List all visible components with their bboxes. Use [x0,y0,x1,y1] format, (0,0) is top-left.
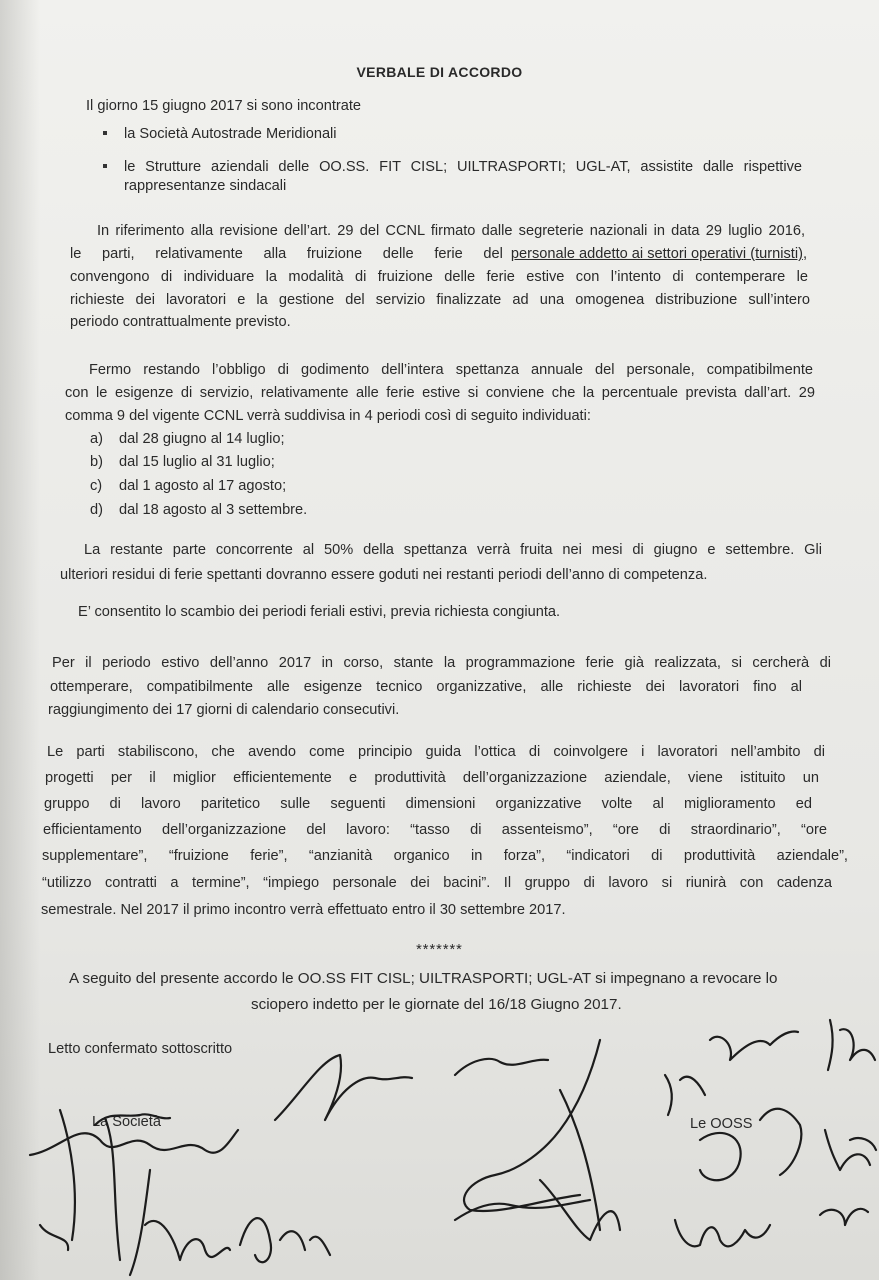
p5-line-2: ottemperare, compatibilmente alle esigenze tecnico organizzative, alle richieste dei lavoratori fino al [50,679,802,695]
p6-line-3: gruppo di lavoro paritetico sulle seguenti dimensioni organizzative volte al miglioramento ed [44,796,812,812]
signature-stroke [275,1055,412,1120]
signature-stroke [40,1170,150,1275]
p3-line-1: La restante parte concorrente al 50% della spettanza verrà fruita nei mesi di giugno e settembre. Gli [84,542,822,558]
p1-line-5: periodo contrattualmente previsto. [70,314,291,330]
closing-line-2: sciopero indetto per le giornate del 16/18 Giugno 2017. [251,996,622,1013]
signature-stroke [464,1040,600,1211]
p1-line-1: In riferimento alla revisione dell’art. 29 del CCNL firmato dalle segreterie nazionali in data 29 luglio 2016, [97,223,805,239]
signature-stroke [240,1218,330,1262]
signature-stroke [145,1221,230,1260]
p6-line-1: Le parti stabiliscono, che avendo come principio guida l’ottica di coinvolgere i lavoratori nell’ambito di [47,744,825,760]
p6-line-2: progetti per il miglior efficientemente e produttività dell’organizzazione aziendale, viene istituito un [45,770,819,786]
signature-stroke [825,1130,876,1170]
p1-line-2-text: le parti, relativamente alla fruizione delle ferie del [70,246,503,262]
signature-stroke [540,1090,620,1240]
period-text: dal 1 agosto al 17 agosto; [119,478,287,494]
p1-line-4: richieste dei lavoratori e la gestione del servizio finalizzate ad una omogenea distribuzione sull’intero [70,292,810,308]
p4-line: E’ consentito lo scambio dei periodi feriali estivi, previa richiesta congiunta. [78,604,561,620]
p5-line-3: raggiungimento dei 17 giorni di calendario consecutivi. [48,702,400,718]
party-2: le Strutture aziendali delle OO.SS. FIT CISL; UILTRASPORTI; UGL-AT, assistite dalle rispettive [124,159,802,175]
signature-stroke [710,1032,798,1060]
p6-line-6: “utilizzo contratti a termine”, “impiego personale dei bacini”. Il gruppo di lavoro si riunirà con cadenza [42,875,832,891]
document-title: VERBALE DI ACCORDO [356,64,523,80]
separator: ******* [416,942,463,958]
intro-line: Il giorno 15 giugno 2017 si sono incontrate [86,98,362,114]
p5-line-1: Per il periodo estivo dell’anno 2017 in corso, stante la programmazione ferie già realizzata, si cercherà di [52,655,831,671]
period-letter: d) [90,502,103,518]
signoff-line: Letto confermato sottoscritto [48,1041,233,1057]
period-letter: c) [90,478,103,494]
signature-stroke [700,1109,801,1180]
p1-underlined-phrase: personale addetto ai settori operativi (turnisti) [510,246,803,262]
p6-line-7: semestrale. Nel 2017 il primo incontro verrà effettuato entro il 30 settembre 2017. [41,902,566,918]
signature-stroke [665,1075,705,1115]
period-letter: b) [90,454,103,470]
unions-label: Le OOSS [690,1116,753,1132]
signature-stroke [675,1220,770,1246]
p2-line-3: comma 9 del vigente CCNL verrà suddivisa in 4 periodi così di seguito individuati: [65,408,591,424]
period-text: dal 28 giugno al 14 luglio; [119,431,285,447]
signature-stroke [455,1059,548,1075]
p6-line-4: efficientamento dell’organizzazione del lavoro: “tasso di assenteismo”, “ore di straordinario”, “ore [43,822,827,838]
party-1: la Società Autostrade Meridionali [124,126,337,142]
p1-line-3: convengono di individuare la modalità di fruizione delle ferie estive con l’intento di contemperare le [70,269,808,285]
p3-line-2: ulteriori residui di ferie spettanti dovranno essere goduti nei restanti periodi dell’anno di competenza. [60,567,708,583]
signature-stroke [828,1020,875,1070]
company-label: La Società [92,1114,161,1130]
period-text: dal 18 agosto al 3 settembre. [119,502,308,518]
signature-stroke [60,1110,120,1260]
period-letter: a) [90,431,103,447]
p2-line-2: con le esigenze di servizio, relativamente alle ferie estive si conviene che la percentuale prevista dall’art. 29 [65,385,815,401]
period-text: dal 15 luglio al 31 luglio; [119,454,275,470]
p2-line-1: Fermo restando l’obbligo di godimento dell’intera spettanza annuale del personale, compatibilmente [89,362,813,378]
closing-line-1: A seguito del presente accordo le OO.SS FIT CISL; UILTRASPORTI; UGL-AT si impegnano a revocare lo [69,970,778,987]
p6-line-5: supplementare”, “fruizione ferie”, “anzianità organico in forza”, “indicatori di produttività aziendale”, [42,848,848,864]
p1-comma: , [802,246,807,262]
signature-stroke [820,1209,868,1225]
signature-stroke [30,1130,238,1155]
party-2-cont: rappresentanze sindacali [124,178,287,194]
